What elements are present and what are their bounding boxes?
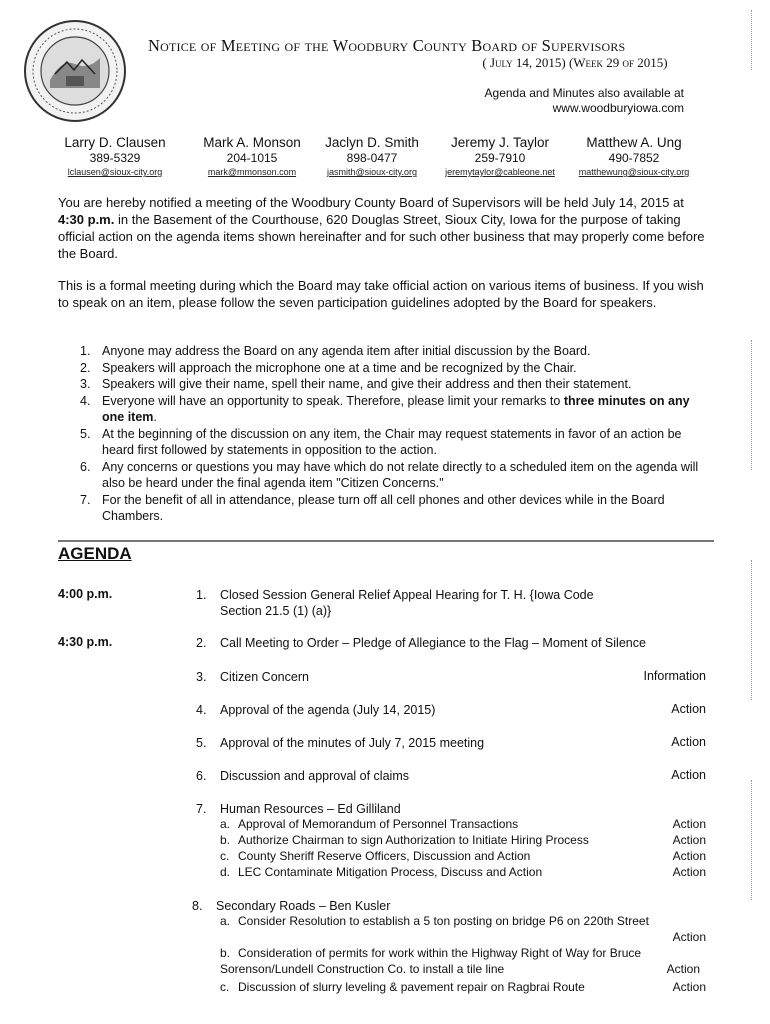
member-email[interactable]: matthewung@sioux-city.org [578,167,690,177]
agenda-item-6 [196,768,706,784]
member-phone: 259-7910 [474,151,526,165]
item-text: Call Meeting to Order – Pledge of Allegiance to the Flag – Moment of Silence [220,636,646,650]
availability-text: Agenda and Minutes also available at [484,86,684,100]
item-number: 6. [196,769,207,783]
member-phone: 389-5329 [89,151,141,165]
meeting-date: ( July 14, 2015) (Week 29 of 2015) [482,55,668,70]
item-number: 5. [196,736,207,750]
agenda-item-1 [196,587,636,619]
agenda-time: 4:00 p.m. [58,587,113,601]
page-title: Notice of Meeting of the Woodbury County Board of Supervisors [148,36,626,55]
notice-time: 4:30 p.m. [58,212,115,227]
margin-mark [750,340,752,470]
sub-text: Consideration of permits for work within the Highway Right of Way for Bruce Sorenson/Lundell Construction Co. to install a tile line [220,946,642,976]
member-email[interactable]: lclausen@sioux-city.org [67,167,163,177]
item-number: 7. [196,802,207,816]
notice-paragraph [58,194,708,262]
item-number: 3. [196,670,207,684]
agenda-item-4 [196,702,706,718]
member-clausen [56,135,174,178]
sub-action: Action [672,980,706,994]
sub-action: Action [672,849,706,863]
member-email[interactable]: jeremytaylor@cableone.net [445,167,555,177]
member-name: Larry D. Clausen [64,135,166,150]
list-item [80,360,700,377]
agenda-item-8 [192,898,702,914]
item-number: 3. [80,377,91,391]
sub-item [220,849,706,865]
item-number: 1. [196,588,207,602]
sub-item [220,833,706,849]
sub-text: Authorize Chairman to sign Authorization to Initiate Hiring Process [238,833,589,847]
sub-letter: c. [220,849,230,863]
county-seal-icon [22,18,128,124]
sub-text: LEC Contaminate Mitigation Process, Discuss and Action [238,865,543,879]
item-action: Information [643,669,706,683]
sub-letter: a. [220,817,231,831]
agenda-heading: AGENDA [58,544,132,563]
sub-action: Action [666,961,700,976]
item-text: Everyone will have an opportunity to speak. Therefore, please limit your remarks to [102,393,564,408]
sub-item [220,865,706,881]
list-item [80,426,700,459]
sub-item [220,914,706,945]
agenda-item-2 [196,635,706,651]
section-divider [58,540,714,542]
item-number: 7. [80,492,91,507]
item-number: 4. [196,703,207,717]
item-text: Secondary Roads – Ben Kusler [216,899,391,913]
list-item [80,459,700,492]
item-text: Approval of the minutes of July 7, 2015 meeting [220,736,485,750]
sub-action: Action [672,833,706,847]
item-text: Discussion and approval of claims [220,769,409,783]
availability-note [485,86,684,116]
sub-text: County Sheriff Reserve Officers, Discussion and Action [238,849,531,863]
website-link[interactable]: www.woodburyiowa.com [552,101,684,115]
item-number: 8. [192,899,203,913]
item-emphasis: three minutes on any one item [102,393,690,424]
item-number: 6. [80,459,91,474]
agenda-time: 4:30 p.m. [58,635,113,649]
sub-action: Action [672,929,706,944]
member-smith [310,135,434,178]
sub-action: Action [672,865,706,879]
member-email[interactable]: jasmith@sioux-city.org [327,167,417,177]
item-action: Action [671,768,706,782]
sub-action: Action [672,817,706,831]
item-number: 1. [80,344,91,358]
item-text: Anyone may address the Board on any agenda item after initial discussion by the Board. [102,344,591,358]
item-tail: . [153,410,157,424]
list-item [80,393,700,426]
sub-text: Discussion of slurry leveling & pavement repair on Ragbrai Route [238,980,585,994]
item-action: Action [671,735,706,749]
item-text: For the benefit of all in attendance, please turn off all cell phones and other devices while in the Board Chambers. [102,492,665,523]
member-name: Jaclyn D. Smith [325,135,419,150]
margin-mark [750,780,752,900]
sub-letter: d. [220,865,231,879]
sub-letter: b. [220,946,231,960]
item-text: Speakers will approach the microphone one at a time and be recognized by the Chair. [102,360,577,375]
sub-item [220,817,706,833]
item-action: Action [671,702,706,716]
participation-guidelines [80,343,700,525]
formal-meeting-paragraph: This is a formal meeting during which the Board may take official action on various items of business. If you wish to speak on an item, please follow the seven participation guidelines adopted by the Board for speakers. [58,278,704,310]
sub-letter: c. [220,980,230,994]
margin-mark [750,560,752,700]
member-phone: 204-1015 [226,151,278,165]
notice-text-b: in the Basement of the Courthouse, 620 Douglas Street, Sioux City, Iowa for the purpose of taking official action on the agenda items shown hereinafter and for such other business that may properly come before the Board. [58,212,705,261]
sub-text: Consider Resolution to establish a 5 ton posting on bridge P6 on 220th Street [238,914,649,928]
margin-mark [750,10,752,70]
member-phone: 490-7852 [608,151,660,165]
item-text: At the beginning of the discussion on any item, the Chair may request statements in favor of an action be heard first followed by statements in opposition to the action. [102,426,682,457]
member-name: Matthew A. Ung [586,135,682,150]
member-name: Mark A. Monson [203,135,301,150]
agenda-item-7 [196,801,706,817]
member-email[interactable]: mark@mmonson.com [207,167,297,177]
item-text: Any concerns or questions you may have which do not relate directly to a scheduled item on the agenda will also be heard under the final agenda item "Citizen Concerns." [102,459,699,490]
sub-letter: b. [220,833,231,847]
agenda-item-5 [196,735,706,751]
notice-text-a: You are hereby notified a meeting of the Woodbury County Board of Supervisors will be held July 14, 2015 at [58,195,684,210]
item-number: 2. [196,636,207,650]
list-item [80,343,700,360]
item-text: Citizen Concern [220,670,309,684]
member-taylor [436,135,564,178]
item-number: 5. [80,426,91,441]
sub-item [220,946,700,977]
sub-text: Approval of Memorandum of Personnel Transactions [238,817,519,831]
member-name: Jeremy J. Taylor [450,135,550,150]
member-ung [568,135,700,178]
item-number: 2. [80,360,91,375]
item-text: Approval of the agenda (July 14, 2015) [220,703,436,717]
member-monson [188,135,316,178]
item-number: 4. [80,393,91,408]
item-text: Speakers will give their name, spell their name, and give their address and then their statement. [102,377,632,391]
sub-item [220,980,706,996]
sub-letter: a. [220,914,231,928]
board-members [56,135,716,179]
agenda-item-3 [196,669,706,685]
list-item [80,376,700,393]
member-phone: 898-0477 [346,151,398,165]
item-text: Human Resources – Ed Gilliland [220,802,401,816]
list-item [80,492,700,525]
item-text: Closed Session General Relief Appeal Hearing for T. H. {Iowa Code Section 21.5 (1) (a)} [220,588,594,618]
